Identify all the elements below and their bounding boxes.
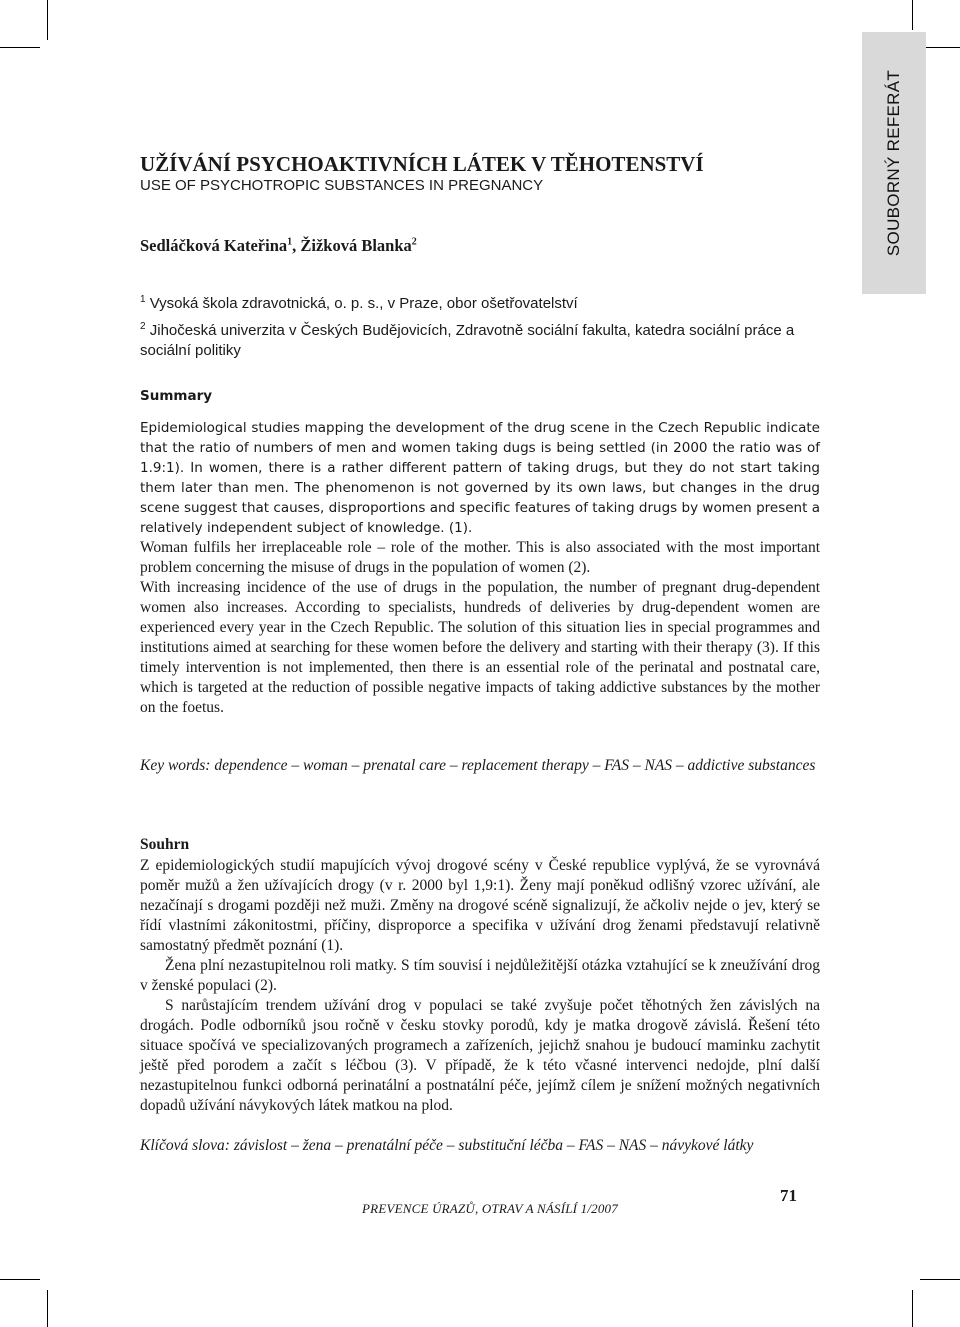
journal-footer: PREVENCE ÚRAZŮ, OTRAV A NÁSÍLÍ 1/2007 [362,1201,618,1216]
crop-mark-bottom-right-h [920,1279,960,1280]
affiliation-text: Jihočeská univerzita v Českých Budějovicích, Zdravotně sociální fakulta, katedra sociální práce a sociální politiky [140,322,795,359]
author-name: Žižková Blanka [300,236,412,255]
summary-paragraph: With increasing incidence of the use of drugs in the population, the number of pregnant drug-dependent women also increases. According to specialists, hundreds of deliveries by drug-dependent women are experienced every year in the Czech Republic. The solution of this situation lies in special programmes and institutions aimed at searching for these women before the delivery and starting with their therapy (3). If this timely intervention is not implemented, then there is an essential role of the perinatal and postnatal care, which is targeted at the reduction of possible negative impacts of taking addictive substances by the mother on the foetus. [140,579,820,716]
crop-mark-top-right-h [920,47,960,48]
crop-mark-bottom-left-v [47,1290,48,1327]
crop-mark-top-left-v [47,0,48,40]
summary-body [140,418,820,718]
affiliation [140,290,820,314]
page-number: 71 [780,1186,797,1205]
souhrn-body [140,856,820,1116]
affiliation-ref: 2 [411,236,417,248]
article-title-english: USE OF PSYCHOTROPIC SUBSTANCES IN PREGNANCY [140,177,544,194]
keywords-czech: Klíčová slova: závislost – žena – prenatální péče – substituční léčba – FAS – NAS – návykové látky [140,1137,754,1154]
summary-paragraph: Epidemiological studies mapping the development of the drug scene in the Czech Republic indicate that the ratio of numbers of men and women taking dugs is being settled (in 2000 the ratio was of 1.9:1). In women, there is a rather different pattern of taking drugs, but they do not start taking them later than men. The phenomenon is not governed by its own laws, but changes in the drug scene suggest that causes, disproportions and specific features of taking drugs by women present a relatively independent subject of knowledge. (1). [140,420,820,536]
summary-paragraph: Woman fulfils her irreplaceable role – role of the mother. This is also associated with the most important problem concerning the misuse of drugs in the population of women (2). [140,539,820,576]
crop-mark-bottom-right-v [912,1290,913,1327]
affiliation-text: Vysoká škola zdravotnická, o. p. s., v Praze, obor ošetřovatelství [145,295,578,312]
crop-mark-bottom-left-h [0,1279,40,1280]
author-separator: , [292,236,301,255]
author-line [140,236,820,256]
summary-heading: Summary [140,388,213,404]
crop-mark-top-left-h [0,47,40,48]
affiliation [140,317,820,361]
souhrn-paragraph: S narůstajícím trendem užívání drog v populaci se také zvyšuje počet těhotných žen závislých na drogách. Podle odborníků jsou ročně v česku stovky porodů, kdy je matka drogově závislá. Řešení této situace spočívá ve specializovaných programech a zařízeních, jejichž snahou je budoucí maminku zachytit ještě před porodem a začít s léčbou (3). V případě, že k této včasné intervenci nedojde, plní další nezastupitelnou funkci odborná perinatální a postnatální péče, jejímž cílem je snížení možných negativních dopadů užívání návykových látek matkou na plod. [140,997,820,1114]
section-label: SOUBORNÝ REFERÁT [884,69,903,257]
section-side-tab [862,32,926,294]
souhrn-paragraph: Z epidemiologických studií mapujících vývoj drogové scény v České republice vyplývá, že se vyrovnává poměr mužů a žen užívajících drogy (v r. 2000 byl 1,9:1). Ženy mají poněkud odlišný vzorec užívání, ale nezačínají s drogami později než muži. Změny na drogové scéně signalizují, že ačkoliv nejde o jev, který se řídí vlastními zákonitostmi, příčiny, disproporce a specifika v užívání drog ženami představují relativně samostatný předmět poznání (1). [140,857,820,954]
souhrn-heading: Souhrn [140,836,190,853]
affiliation-number: 2 [140,321,146,332]
keywords-english: Key words: dependence – woman – prenatal care – replacement therapy – FAS – NAS – addictive substances [140,757,816,774]
author-name: Sedláčková Kateřina [140,236,288,255]
affiliation-number: 1 [140,294,146,305]
crop-mark-top-right-v [912,0,913,30]
article-title-czech: UŽÍVÁNÍ PSYCHOAKTIVNÍCH LÁTEK V TĚHOTENSTVÍ [140,152,704,176]
affiliation-ref: 1 [287,236,293,248]
souhrn-paragraph: Žena plní nezastupitelnou roli matky. S tím souvisí i nejdůležitější otázka vztahující se k zneužívání drog v ženské populaci (2). [140,957,820,994]
